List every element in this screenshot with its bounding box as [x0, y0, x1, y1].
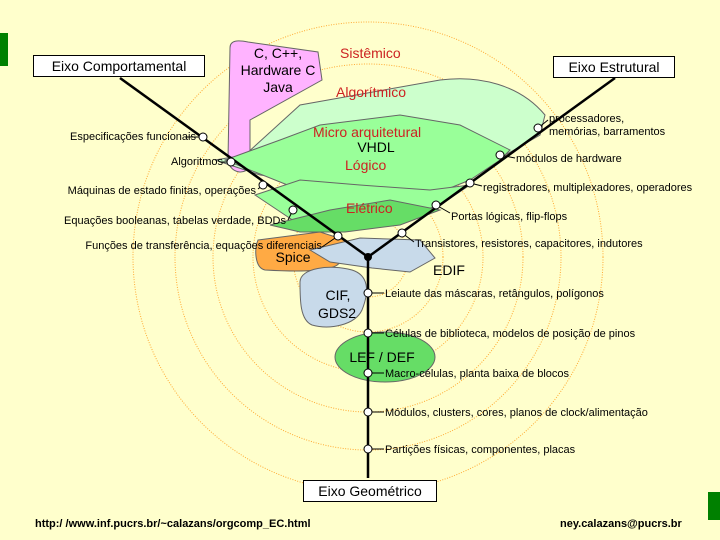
point-especificacoes [199, 133, 207, 141]
geometric-item: Leiaute das máscaras, retângulos, polígonos [385, 288, 604, 300]
geometric-labels [385, 288, 648, 456]
point-modulos-hw [496, 151, 504, 159]
point-funcoes [334, 232, 342, 240]
structural-proc-line1: processadores, [549, 113, 625, 125]
level-eletrico: Elétrico [346, 200, 393, 216]
bottom-right-marker [708, 492, 720, 520]
tool-edif: EDIF [433, 262, 465, 278]
point-macro [364, 369, 372, 377]
point-leiaute [364, 289, 372, 297]
tool-c-line2: Hardware C [240, 62, 316, 78]
point-particoes [364, 445, 372, 453]
structural-transistores: Transistores, resistores, capacitores, indutores [415, 238, 643, 250]
point-celulas [364, 329, 372, 337]
tool-cif-line1: CIF, [325, 287, 351, 303]
axis-title-behavioral: Eixo Comportamental [33, 55, 205, 77]
level-algoritmico: Algorítmico [336, 84, 407, 100]
axis-title-geometric: Eixo Geométrico [303, 480, 437, 502]
geometric-item: Partições físicas, componentes, placas [385, 444, 576, 456]
point-equacoes [289, 206, 297, 214]
point-processadores [534, 124, 542, 132]
tool-spice: Spice [275, 249, 311, 265]
tool-c-line1: C, C++, [253, 45, 303, 61]
tool-lef: LEF / DEF [349, 349, 415, 365]
behavioral-item: Especificações funcionais [70, 131, 196, 143]
footer-email: ney.calazans@pucrs.br [560, 518, 682, 530]
level-sistemico: Sistêmico [340, 45, 401, 61]
tool-vhdl: VHDL [357, 139, 395, 155]
point-transistores [398, 229, 406, 237]
behavioral-item: Funções de transferência, equações diferenciais [85, 240, 322, 252]
structural-registradores: registradores, multiplexadores, operadores [483, 182, 693, 194]
structural-proc-line2: memórias, barramentos [549, 126, 666, 138]
footer-url: http:/ /www.inf.pucrs.br/~calazans/orgcomp_EC.html [35, 518, 311, 530]
point-registradores [466, 179, 474, 187]
level-micro: Micro arquitetural [313, 124, 422, 140]
geometric-item: Módulos, clusters, cores, planos de clock/alimentação [385, 407, 648, 419]
left-edge-bar [0, 33, 8, 66]
center-point [364, 253, 372, 261]
tool-c-line3: Java [263, 79, 293, 95]
level-logico: Lógico [345, 157, 387, 173]
axis-title-structural: Eixo Estrutural [553, 56, 675, 78]
point-portas [432, 201, 440, 209]
point-algoritmos [227, 158, 235, 166]
geometric-item: Células de biblioteca, modelos de posição de pinos [385, 328, 636, 340]
behavioral-item: Algoritmos [171, 156, 223, 168]
geometric-item: Macro-células, planta baixa de blocos [385, 368, 570, 380]
point-maquinas [259, 181, 267, 189]
structural-portas: Portas lógicas, flip-flops [451, 211, 568, 223]
structural-modulos: módulos de hardware [516, 153, 622, 165]
behavioral-item: Equações booleanas, tabelas verdade, BDDs [64, 215, 286, 227]
tool-cif-line2: GDS2 [317, 305, 357, 321]
behavioral-item: Máquinas de estado finitas, operações [67, 185, 256, 197]
point-modulos-clusters [364, 408, 372, 416]
